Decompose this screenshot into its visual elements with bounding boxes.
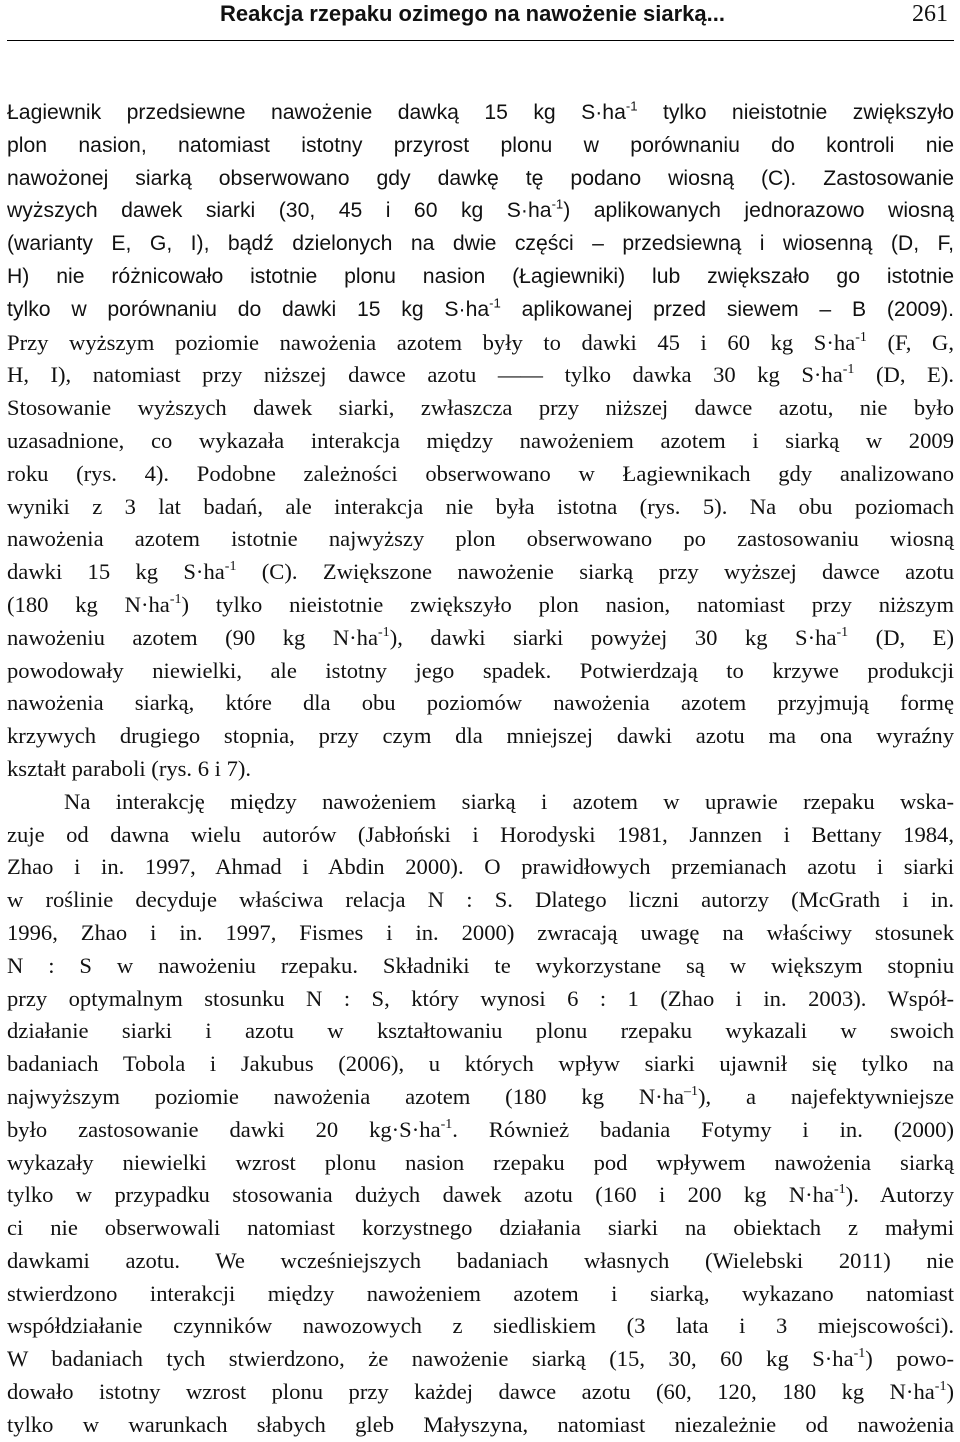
text-run: (F, G, xyxy=(866,329,954,355)
text-run: roku (rys. 4). Podobne zależności obserwowano w Łagiewnikach gdy analizowano xyxy=(7,460,954,486)
text-line xyxy=(7,917,954,950)
text-run: plon nasion, natomiast istotny przyrost plonu w porównaniu do kontroli nie xyxy=(7,133,954,157)
text-line xyxy=(7,1147,954,1180)
text-run: (D, E) xyxy=(848,624,954,650)
text-line xyxy=(7,1048,954,1081)
text-line xyxy=(7,819,954,852)
text-run: tylko w przypadku stosowania dużych dawek azotu (160 i 200 kg N·ha xyxy=(7,1182,834,1208)
text-line xyxy=(7,720,954,753)
text-run: najwyższym poziomie nawożenia azotem (180 kg N·ha xyxy=(7,1083,685,1109)
text-run: powodowały niewielki, ale istotny jego spadek. Potwierdzają to krzywe produkcji xyxy=(7,657,954,683)
text-line xyxy=(7,1015,954,1048)
text-line xyxy=(7,622,954,655)
text-line xyxy=(7,1081,954,1114)
superscript: -1 xyxy=(378,624,390,640)
text-run: nawożenia siarką, które dla obu poziomów nawożenia azotem przyjmują formę xyxy=(7,690,954,716)
text-run: działanie siarki i azotu w kształtowaniu plonu rzepaku wykazali w swoich xyxy=(7,1018,954,1044)
text-run: N : S w nawożeniu rzepaku. Składniki te wykorzystane są w większym stopniu xyxy=(7,952,954,978)
text-line xyxy=(7,458,954,491)
superscript: -1 xyxy=(842,362,855,378)
text-run: . Również badania Fotymy i in. (2000) xyxy=(452,1116,954,1142)
text-run: ci nie obserwowali natomiast korzystnego działania siarki na obiektach z małymi xyxy=(7,1215,954,1241)
text-line xyxy=(7,1179,954,1212)
text-line xyxy=(7,294,954,327)
text-run: kształt paraboli (rys. 6 i 7). xyxy=(7,755,252,781)
text-run: tylko w warunkach słabych gleb Małyszyna, natomiast niezależnie od nawożenia xyxy=(7,1411,954,1437)
text-line xyxy=(7,130,954,163)
text-line xyxy=(7,97,954,130)
text-run: wykazały niewielki wzrost plonu nasion rzepaku pod wpływem nawożenia siarką xyxy=(7,1149,954,1175)
text-line xyxy=(7,1114,954,1147)
text-line xyxy=(7,1409,954,1442)
text-line xyxy=(7,1278,954,1311)
text-run: tylko nieistotnie zwiększyło xyxy=(637,101,954,124)
text-line xyxy=(7,1245,954,1278)
text-line xyxy=(7,195,954,228)
text-line xyxy=(7,392,954,425)
text-line xyxy=(7,491,954,524)
text-line xyxy=(7,950,954,983)
text-line xyxy=(7,228,954,261)
text-run: uzasadnione, co wykazała interakcja między nawożeniem azotem i siarką w 2009 xyxy=(7,427,954,453)
body-text xyxy=(7,97,954,1442)
text-line xyxy=(7,1376,954,1409)
text-run: przy optymalnym stosunku N : S, który wynosi 6 : 1 (Zhao i in. 2003). Współ- xyxy=(7,985,954,1011)
text-run: krzywych drugiego stopnia, przy czym dla mniejszej dawki azotu ma ona wyraźny xyxy=(7,723,954,749)
text-run: ) aplikowanych jednorazowo wiosną xyxy=(563,199,954,223)
text-line xyxy=(7,786,954,819)
text-line xyxy=(7,556,954,589)
running-title: Reakcja rzepaku ozimego na nawożenie siarką... xyxy=(220,1,725,26)
superscript: -1 xyxy=(855,329,867,345)
text-run: w roślinie decyduje właściwa relacja N : S. Dlatego liczni autorzy (McGrath i in. xyxy=(7,887,954,913)
text-run: zuje od dawna wielu autorów (Jabłoński i Horodyski 1981, Jannzen i Bettany 1984, xyxy=(7,821,954,847)
text-run: Stosowanie wyższych dawek siarki, zwłaszcza przy niższej dawce azotu, nie było xyxy=(7,395,954,421)
text-run: dowało istotny wzrost plonu przy każdej dawce azotu (60, 120, 180 kg N·ha xyxy=(7,1379,935,1405)
text-run: wyższych dawek siarki (30, 45 i 60 kg S·ha xyxy=(7,199,552,223)
superscript: -1 xyxy=(224,559,237,575)
text-line xyxy=(7,163,954,196)
superscript: -1 xyxy=(625,98,638,114)
text-line xyxy=(7,261,954,294)
text-run: ). Autorzy xyxy=(845,1182,954,1208)
text-line xyxy=(7,425,954,458)
text-run: (180 kg N·ha xyxy=(7,591,170,617)
text-line xyxy=(7,687,954,720)
text-run: (warianty E, G, I), bądź dzielonych na dwie części – przedsiewną i wiosenną (D, F, xyxy=(7,232,954,256)
text-line xyxy=(7,753,954,786)
text-run: tylko w porównaniu do dawki 15 kg S·ha xyxy=(7,297,490,321)
text-run: Łagiewnik przedsiewne nawożenie dawką 15 kg S·ha xyxy=(7,101,626,124)
superscript: –1 xyxy=(684,1083,699,1099)
text-run: Przy wyższym poziomie nawożenia azotem były to dawki 45 i 60 kg S·ha xyxy=(7,329,856,355)
running-header xyxy=(7,0,954,41)
text-line xyxy=(7,655,954,688)
text-run: Zhao i in. 1997, Ahmad i Abdin 2000). O prawidłowych przemianach azotu i siarki xyxy=(7,854,954,880)
superscript: -1 xyxy=(853,1346,866,1362)
text-run: nawożenia azotem istotnie najwyższy plon obserwowano po zastosowaniu wiosną xyxy=(7,526,954,552)
text-line xyxy=(7,523,954,556)
superscript: -1 xyxy=(440,1116,453,1132)
text-run: było zastosowanie dawki 20 kg·S·ha xyxy=(7,1116,441,1142)
text-run: 1996, Zhao i in. 1997, Fismes i in. 2000) zwracają uwagę na właściwy stosunek xyxy=(7,919,954,945)
text-run: wyniki z 3 lat badań, ale interakcja nie była istotna (rys. 5). Na obu poziomach xyxy=(7,493,954,519)
text-line xyxy=(7,884,954,917)
text-run: nawożeniu azotem (90 kg N·ha xyxy=(7,624,379,650)
superscript: -1 xyxy=(169,591,182,607)
superscript: -1 xyxy=(836,624,849,640)
text-run: ) powo- xyxy=(865,1346,954,1372)
text-run: współdziałanie czynników nawozowych z siedliskiem (3 lata i 3 miejscowości). xyxy=(7,1313,954,1339)
text-run: H) nie różnicowało istotnie plonu nasion (Łagiewniki) lub zwiększało go istotnie xyxy=(7,264,954,288)
text-run: ), a najefektywniejsze xyxy=(698,1083,954,1109)
text-run: ), dawki siarki powyżej 30 kg S·ha xyxy=(389,624,837,650)
page-number: 261 xyxy=(912,1,948,27)
superscript: -1 xyxy=(551,196,564,212)
text-line xyxy=(7,1310,954,1343)
text-run: dawki 15 kg S·ha xyxy=(7,559,225,585)
text-line xyxy=(7,359,954,392)
text-run: nawożonej siarką obserwowano gdy dawkę tę podano wiosną (C). Zastosowanie xyxy=(7,166,954,190)
text-run: (D, E). xyxy=(854,362,954,388)
text-run: Na interakcję między nawożeniem siarką i azotem w uprawie rzepaku wska- xyxy=(64,788,954,814)
text-line xyxy=(7,851,954,884)
text-line xyxy=(7,983,954,1016)
text-run: ) xyxy=(946,1379,954,1405)
text-run: dawkami azotu. We wcześniejszych badaniach własnych (Wielebski 2011) nie xyxy=(7,1247,954,1273)
text-run: aplikowanej przed siewem – B (2009). xyxy=(500,297,954,321)
superscript: -1 xyxy=(489,295,501,311)
text-run: H, I), natomiast przy niższej dawce azotu —— tylko dawka 30 kg S·ha xyxy=(7,362,843,388)
text-line xyxy=(7,1343,954,1376)
text-run: (C). Zwiększone nawożenie siarką przy wyższej dawce azotu xyxy=(236,559,955,585)
text-line xyxy=(7,327,954,360)
superscript: -1 xyxy=(834,1182,846,1198)
text-run: stwierdzono interakcji między nawożeniem azotem i siarką, wykazano natomiast xyxy=(7,1280,954,1306)
text-run: ) tylko nieistotnie zwiększyło plon nasion, natomiast przy niższym xyxy=(181,591,954,617)
text-line xyxy=(7,1212,954,1245)
text-run: badaniach Tobola i Jakubus (2006), u których wpływ siarki ujawnił się tylko na xyxy=(7,1051,954,1077)
text-run: W badaniach tych stwierdzono, że nawożenie siarką (15, 30, 60 kg S·ha xyxy=(7,1346,854,1372)
text-line xyxy=(7,589,954,622)
superscript: -1 xyxy=(934,1378,947,1394)
